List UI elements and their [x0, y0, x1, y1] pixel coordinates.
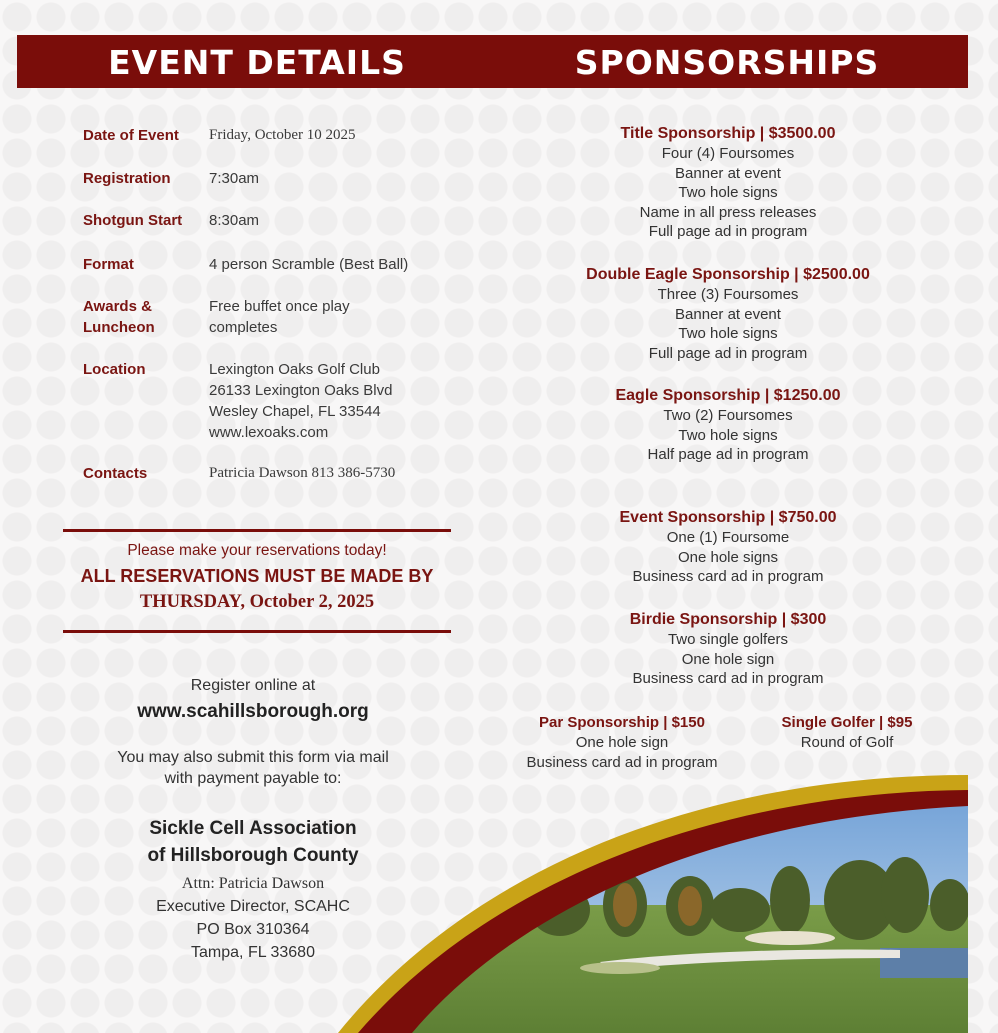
sponsorship-item: Two hole signs [678, 426, 778, 444]
mail-instructions-2: with payment payable to: [164, 770, 342, 787]
sponsorship-item: Half page ad in program [647, 446, 809, 463]
org-city: Tampa, FL 33680 [191, 944, 315, 961]
sponsorship-heading: Double Eagle Sponsorship | $2500.00 [586, 266, 870, 283]
detail-label-format: Format [83, 256, 134, 273]
sponsorships-heading: SPONSORSHIPS [574, 43, 880, 82]
sponsorship-heading: Title Sponsorship | $3500.00 [620, 125, 836, 142]
detail-value-location-1: Lexington Oaks Golf Club [209, 361, 380, 378]
sponsorship-item: One (1) Foursome [666, 529, 790, 546]
sponsorship-item: Two hole signs [678, 325, 778, 342]
sponsorship-item: Business card ad in program [632, 568, 824, 585]
detail-label-date: Date of Event [83, 127, 179, 144]
detail-value-shotgun: 8:30am [209, 212, 260, 229]
mail-instructions-1: You may also submit this form via mail [117, 749, 389, 766]
sponsorship-item: Banner at event [675, 305, 781, 323]
event-details-heading: EVENT DETAILS [108, 43, 406, 82]
detail-label-luncheon: Luncheon [83, 319, 155, 336]
org-name-1: Sickle Cell Association [149, 818, 357, 839]
sponsorship-item: Two single golfers [667, 631, 789, 648]
detail-value-location-2: 26133 Lexington Oaks Blvd [209, 382, 393, 399]
detail-value-awards-1: Free buffet once play [209, 298, 350, 315]
sponsorship-heading: Eagle Sponsorship | $1250.00 [615, 387, 841, 404]
org-attn: Attn: Patricia Dawson [181, 875, 325, 892]
register-intro: Register online at [190, 677, 316, 694]
sand-bunker [745, 931, 835, 945]
sponsorship-item: Three (3) Foursomes [657, 286, 799, 303]
detail-label-location: Location [83, 361, 146, 378]
sponsorship-item: One hole sign [575, 734, 669, 751]
sponsorship-item: Round of Golf [800, 734, 894, 751]
sponsorship-item: Four (4) Foursomes [661, 145, 795, 162]
reservation-line-2: ALL RESERVATIONS MUST BE MADE BY [80, 566, 434, 586]
sponsorship-item: Full page ad in program [648, 344, 808, 362]
register-url-link[interactable]: www.scahillsborough.org [137, 701, 369, 722]
org-name-2: of Hillsborough County [147, 845, 359, 866]
org-title: Executive Director, SCAHC [156, 898, 350, 915]
sponsorship-heading: Event Sponsorship | $750.00 [619, 509, 837, 526]
sponsorship-item: Business card ad in program [632, 670, 824, 687]
detail-value-registration: 7:30am [209, 170, 260, 187]
sponsorship-heading: Par Sponsorship | $150 [539, 714, 705, 731]
sponsorship-heading: Birdie Sponsorship | $300 [629, 611, 827, 628]
detail-value-contacts: Patricia Dawson 813 386-5730 [209, 465, 396, 481]
sponsorship-item: One hole signs [677, 548, 779, 566]
sponsorship-item: Banner at event [675, 164, 781, 182]
reservation-line-1: Please make your reservations today! [127, 542, 387, 559]
detail-label-shotgun: Shotgun Start [83, 212, 183, 229]
detail-label-contacts: Contacts [83, 465, 148, 482]
detail-value-date: Friday, October 10 2025 [209, 127, 356, 143]
sponsorship-item: Name in all press releases [639, 203, 817, 221]
sponsorship-item: One hole sign [681, 650, 775, 668]
sponsorship-heading: Single Golfer | $95 [781, 714, 913, 731]
sponsorship-item: Business card ad in program [526, 753, 718, 771]
detail-value-location-3: Wesley Chapel, FL 33544 [209, 403, 381, 420]
detail-value-awards-2: completes [209, 319, 278, 336]
sponsorship-item: Two (2) Foursomes [663, 407, 793, 424]
detail-label-registration: Registration [83, 170, 171, 187]
detail-label-awards: Awards & [83, 298, 152, 315]
reservation-deadline: THURSDAY, October 2, 2025 [139, 592, 375, 612]
sponsorship-item: Full page ad in program [648, 223, 808, 240]
org-po-box: PO Box 310364 [196, 921, 310, 938]
detail-value-location-4: www.lexoaks.com [209, 424, 329, 441]
detail-value-format: 4 person Scramble (Best Ball) [209, 256, 409, 273]
sponsorship-item: Two hole signs [678, 184, 778, 201]
